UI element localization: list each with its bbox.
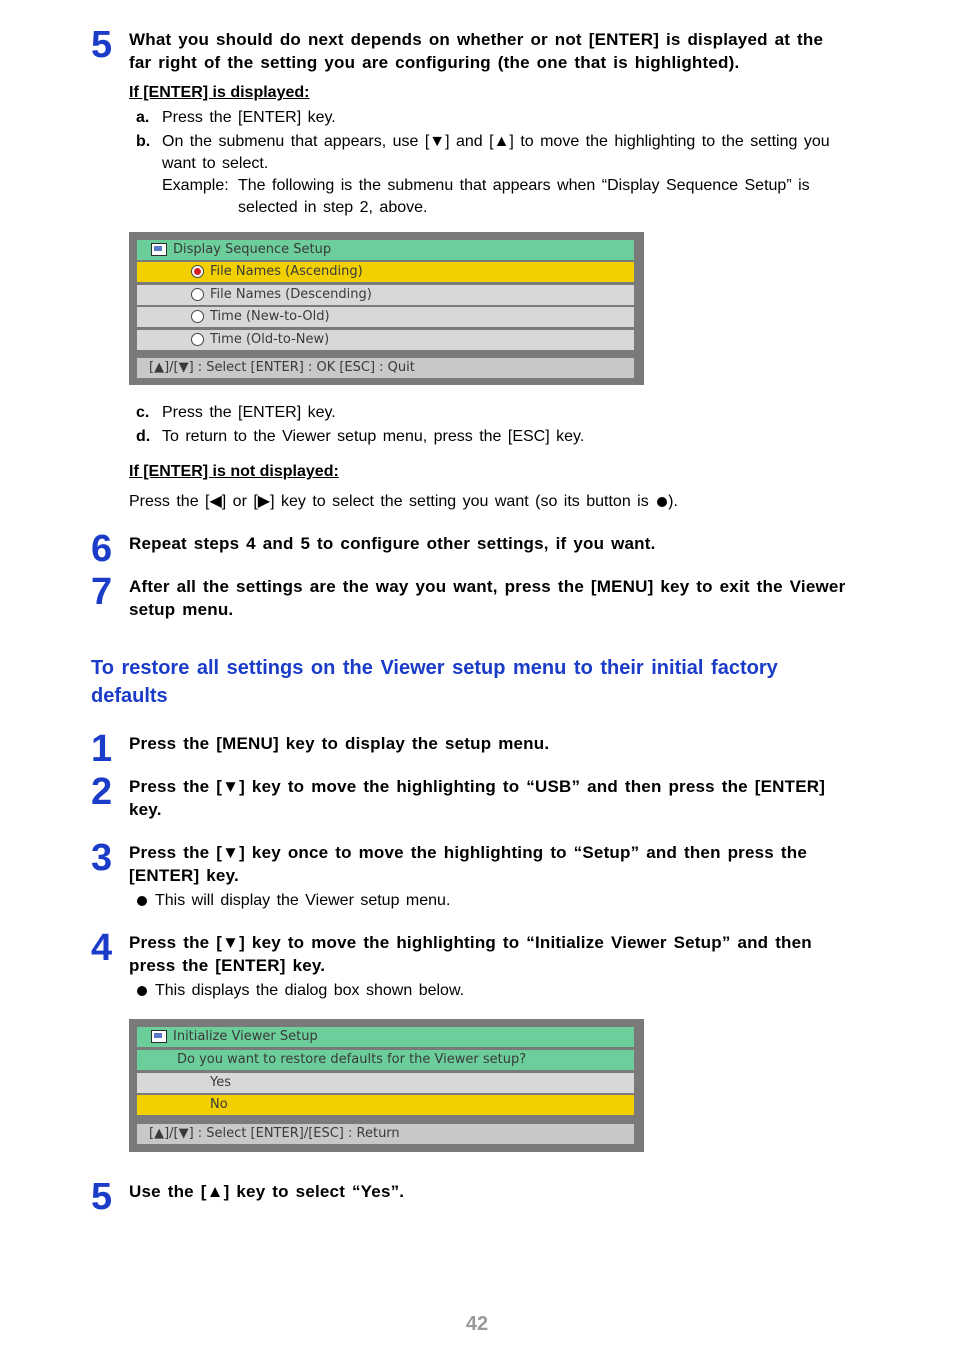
step-text: Press the [▼] key once to move the highlighting to “Setup” and then press the [ENTER] key. xyxy=(129,843,807,885)
example-text: The following is the submenu that appears when “Display Sequence Setup” is selected in step 2, above. xyxy=(238,177,810,216)
step-number: 4 xyxy=(91,927,113,969)
step-text: Press the [▼] key to move the highlighting to “Initialize Viewer Setup” and then press the [ENTER] key. xyxy=(129,933,812,975)
option-time-old-to-new[interactable] xyxy=(137,330,634,350)
not-displayed-instruction xyxy=(129,491,849,513)
option-label: File Names (Ascending) xyxy=(210,264,363,279)
substep-d xyxy=(136,426,856,448)
substep-a xyxy=(136,107,856,129)
option-label: File Names (Descending) xyxy=(210,287,372,302)
step-number: 5 xyxy=(91,1176,113,1218)
instruction-text: Press the [◀] or [▶] key to select the setting you want (so its button is xyxy=(129,493,656,510)
bullet-item xyxy=(137,890,837,912)
radio-icon xyxy=(191,310,204,323)
subheading-enter-not-displayed: If [ENTER] is not displayed: xyxy=(129,463,339,480)
step-text: Press the [▼] key to move the highlighting to “USB” and then press the [ENTER] key. xyxy=(129,777,826,819)
substep-label: d. xyxy=(136,428,151,445)
display-sequence-dialog xyxy=(129,232,644,385)
dialog-question: Do you want to restore defaults for the Viewer setup? xyxy=(137,1050,634,1070)
option-file-names-ascending[interactable] xyxy=(137,262,634,282)
option-file-names-descending[interactable] xyxy=(137,285,634,305)
substep-text: To return to the Viewer setup menu, press the [ESC] key. xyxy=(162,428,585,445)
substep-text: On the submenu that appears, use [▼] and [▲] to move the highlighting to the setting you want to select. xyxy=(162,133,830,172)
step-number: 2 xyxy=(91,771,113,813)
bullet-icon xyxy=(137,896,147,906)
subheading-enter-displayed: If [ENTER] is displayed: xyxy=(129,84,310,101)
initialize-viewer-dialog xyxy=(129,1019,644,1152)
instruction-text-end: ). xyxy=(668,493,678,510)
substep-c xyxy=(136,402,856,424)
bullet-item xyxy=(137,980,837,1002)
step-number: 5 xyxy=(91,24,113,66)
radio-selected-icon xyxy=(191,265,204,278)
radio-icon xyxy=(191,288,204,301)
step-number: 7 xyxy=(91,571,113,613)
filled-button-icon xyxy=(657,497,667,507)
example-label: Example: xyxy=(162,177,229,194)
substep-b xyxy=(136,131,856,175)
substep-label: c. xyxy=(136,404,150,421)
step-number: 1 xyxy=(91,728,113,770)
option-label: Time (New-to-Old) xyxy=(210,309,330,324)
step-number: 6 xyxy=(91,528,113,570)
bullet-icon xyxy=(137,986,147,996)
option-label: Time (Old-to-New) xyxy=(210,332,330,347)
page-number: 42 xyxy=(465,1313,489,1335)
substep-label: b. xyxy=(136,133,151,150)
substep-text: Press the [ENTER] key. xyxy=(162,109,336,126)
dialog-title: Display Sequence Setup xyxy=(173,242,332,257)
window-icon xyxy=(151,1030,167,1043)
dialog-footer: [▲]/[▼] : Select [ENTER] : OK [ESC] : Quit xyxy=(137,358,634,378)
dialog-title: Initialize Viewer Setup xyxy=(173,1029,318,1044)
dialog-title-bar xyxy=(137,240,634,260)
substep-label: a. xyxy=(136,109,150,126)
step-text: What you should do next depends on whether or not [ENTER] is displayed at the far right of the setting you are configuring (the one that is highlighted). xyxy=(129,30,824,72)
bullet-text: This displays the dialog box shown below. xyxy=(155,982,465,999)
step-text: Press the [MENU] key to display the setup menu. xyxy=(129,734,550,753)
dialog-footer: [▲]/[▼] : Select [ENTER]/[ESC] : Return xyxy=(137,1124,634,1144)
dialog-title-bar xyxy=(137,1027,634,1047)
option-time-new-to-old[interactable] xyxy=(137,307,634,327)
bullet-text: This will display the Viewer setup menu. xyxy=(155,892,451,909)
radio-icon xyxy=(191,333,204,346)
section-heading: To restore all settings on the Viewer setup menu to their initial factory defaults xyxy=(91,657,778,707)
window-icon xyxy=(151,243,167,256)
option-no[interactable]: No xyxy=(137,1095,634,1115)
step-number: 3 xyxy=(91,837,113,879)
step-text: Use the [▲] key to select “Yes”. xyxy=(129,1182,405,1201)
step-text: After all the settings are the way you want, press the [MENU] key to exit the Viewer setup menu. xyxy=(129,577,846,619)
substep-text: Press the [ENTER] key. xyxy=(162,404,336,421)
step-text: Repeat steps 4 and 5 to configure other settings, if you want. xyxy=(129,534,656,553)
option-yes[interactable]: Yes xyxy=(137,1073,634,1093)
example xyxy=(162,175,862,219)
